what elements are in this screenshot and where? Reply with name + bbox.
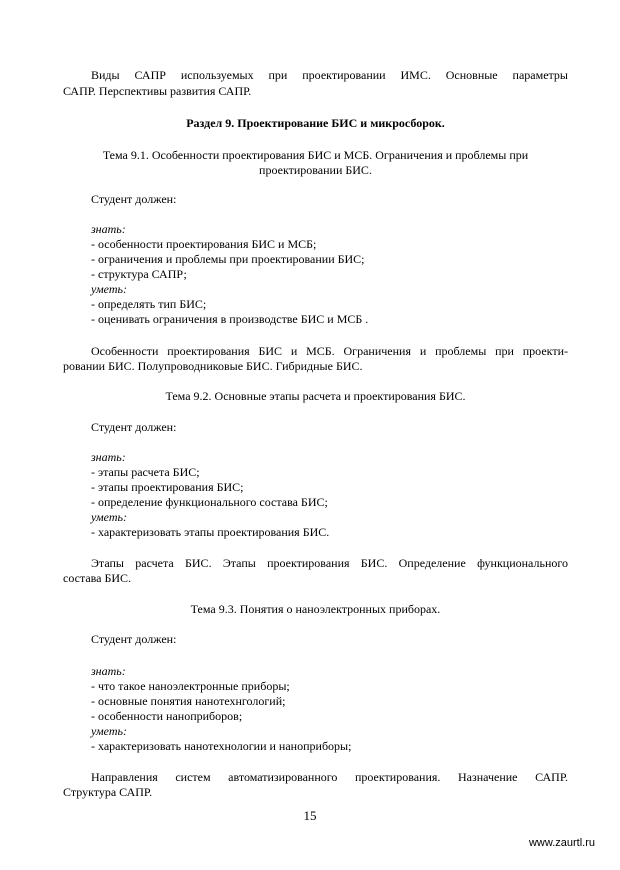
topic-9-1-content-line-2: ровании БИС. Полупроводниковые БИС. Гибридные БИС. (63, 359, 363, 373)
intro-paragraph (63, 68, 568, 83)
can-label: уметь: (91, 282, 127, 296)
list-item: - что такое наноэлектронные приборы; (91, 679, 290, 693)
topic-9-2-student-must: Студент должен: (91, 420, 177, 434)
list-item: - определять тип БИС; (91, 297, 207, 311)
website-link[interactable]: www.zaurtl.ru (528, 837, 595, 849)
topic-9-3-content (63, 770, 568, 785)
intro-line-2: САПР. Перспективы развития САПР. (63, 84, 252, 98)
can-label: уметь: (91, 510, 127, 524)
topic-9-3-student-must: Студент должен: (91, 632, 177, 646)
topic-9-2-content (63, 556, 568, 571)
topic-9-2-title: Тема 9.2. Основные этапы расчета и проектирования БИС. (165, 389, 466, 403)
list-item: - оценивать ограничения в производстве БИС и МСБ . (91, 312, 369, 326)
list-item: - основные понятия нанотехнгологий; (91, 694, 286, 708)
list-item: - характеризовать нанотехнологии и наноприборы; (91, 739, 352, 753)
list-item: - особенности проектирования БИС и МСБ; (91, 237, 317, 251)
topic-9-3-title: Тема 9.3. Понятия о наноэлектронных приборах. (190, 602, 441, 616)
topic-9-1-title (63, 148, 568, 178)
topic-9-2-content-line-1: Этапы расчета БИС. Этапы проектирования БИС. Определение функционального (91, 556, 568, 570)
list-item: - этапы расчета БИС; (91, 465, 200, 479)
section-heading: Раздел 9. Проектирование БИС и микросборок. (186, 116, 445, 130)
topic-9-2-content-cont (63, 571, 568, 586)
topic-9-1-student-must: Студент должен: (91, 192, 177, 206)
know-label: знать: (91, 664, 126, 678)
can-label: уметь: (91, 724, 127, 738)
list-item: - структура САПР; (91, 267, 187, 281)
topic-9-2-requirements (63, 450, 568, 540)
topic-9-1-content (63, 344, 568, 359)
topic-9-1-title-line-2: проектировании БИС. (259, 163, 372, 177)
topic-9-3-content-cont (63, 785, 568, 800)
topic-9-1-requirements (63, 222, 568, 327)
list-item: - характеризовать этапы проектирования БИС. (91, 525, 330, 539)
page-number: 15 (303, 808, 317, 823)
topic-9-1-title-line-1: Тема 9.1. Особенности проектирования БИС и МСБ. Ограничения и проблемы при (102, 148, 529, 162)
topic-9-3-requirements (63, 664, 568, 754)
list-item: - этапы проектирования БИС; (91, 480, 244, 494)
list-item: - ограничения и проблемы при проектировании БИС; (91, 252, 365, 266)
list-item: - особенности наноприборов; (91, 709, 243, 723)
topic-9-1-content-line-1: Особенности проектирования БИС и МСБ. Ограничения и проблемы при проекти- (91, 344, 568, 358)
topic-9-3-content-line-1: Направления систем автоматизированного проектирования. Назначение САПР. (91, 770, 568, 784)
know-label: знать: (91, 450, 126, 464)
topic-9-3-content-line-2: Структура САПР. (63, 785, 153, 799)
topic-9-2-content-line-2: состава БИС. (63, 571, 132, 585)
topic-9-1-content-cont (63, 359, 568, 374)
intro-line-1: Виды САПР используемых при проектировании ИМС. Основные параметры (91, 68, 568, 82)
know-label: знать: (91, 222, 126, 236)
intro-paragraph-cont (63, 84, 568, 99)
list-item: - определение функционального состава БИС; (91, 495, 328, 509)
